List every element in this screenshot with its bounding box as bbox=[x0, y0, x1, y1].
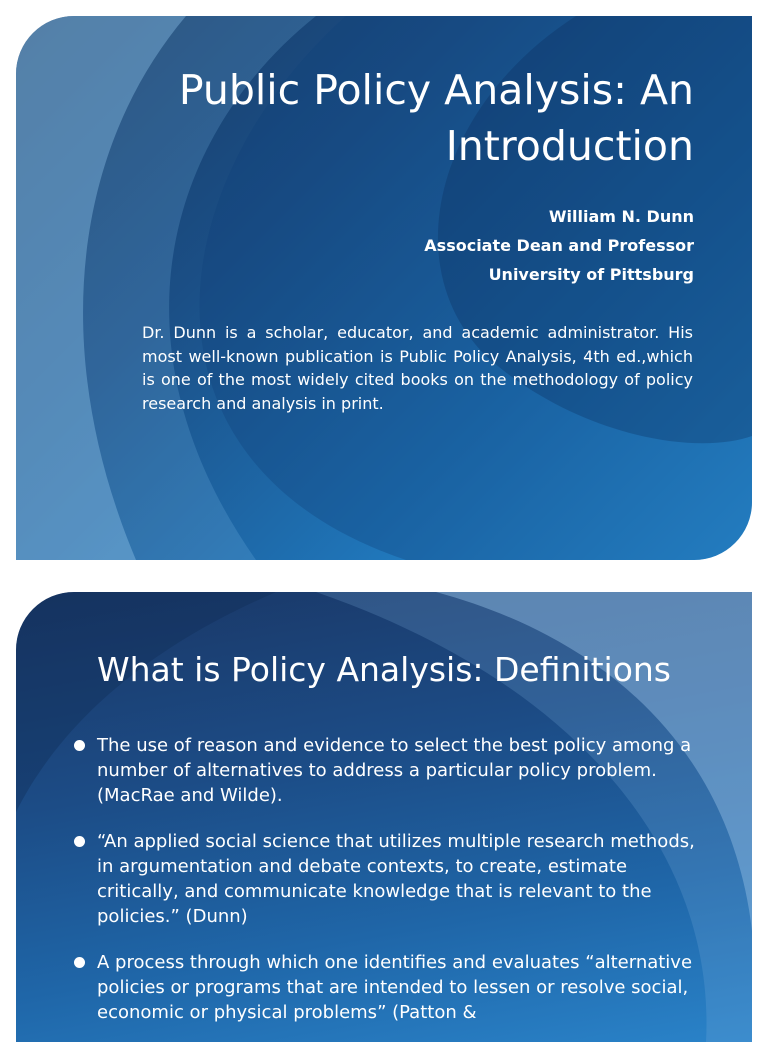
list-item bbox=[74, 733, 704, 808]
author-block bbox=[424, 202, 694, 289]
bullet-dot-icon bbox=[74, 957, 85, 968]
bullet-dot-icon bbox=[74, 740, 85, 751]
list-item-text: The use of reason and evidence to select the best policy among a number of alternatives to address a particular policy problem. (MacRae and Wilde). bbox=[97, 735, 692, 806]
author-name: William N. Dunn bbox=[548, 207, 694, 226]
slide-title: What is Policy Analysis: Definitions bbox=[96, 650, 672, 689]
definitions-slide bbox=[16, 592, 752, 1042]
bullet-dot-icon bbox=[74, 836, 85, 847]
list-item bbox=[74, 950, 704, 1025]
title-slide bbox=[16, 16, 752, 560]
list-item-text: A process through which one identifies and evaluates “alternative policies or programs that are intended to lessen or resolve social, economic or physical problems” (Patton & bbox=[97, 952, 693, 1023]
author-role: Associate Dean and Professor bbox=[424, 236, 694, 255]
definition-list bbox=[74, 733, 704, 1042]
author-affiliation: University of Pittsburg bbox=[488, 265, 694, 284]
author-bio: Dr. Dunn is a scholar, educator, and academic administrator. His most well-known publication is Public Policy Analysis, 4th ed.,which is one of the most widely cited books on the methodology of policy research and analysis in print. bbox=[142, 323, 693, 413]
list-item bbox=[74, 829, 704, 929]
list-item-text: “An applied social science that utilizes multiple research methods, in argumentation and debate contexts, to create, estimate critically, and communicate knowledge that is relevant to the policies.” (Dunn) bbox=[97, 831, 695, 927]
slide-title: Public Policy Analysis: An Introduction bbox=[178, 66, 694, 170]
